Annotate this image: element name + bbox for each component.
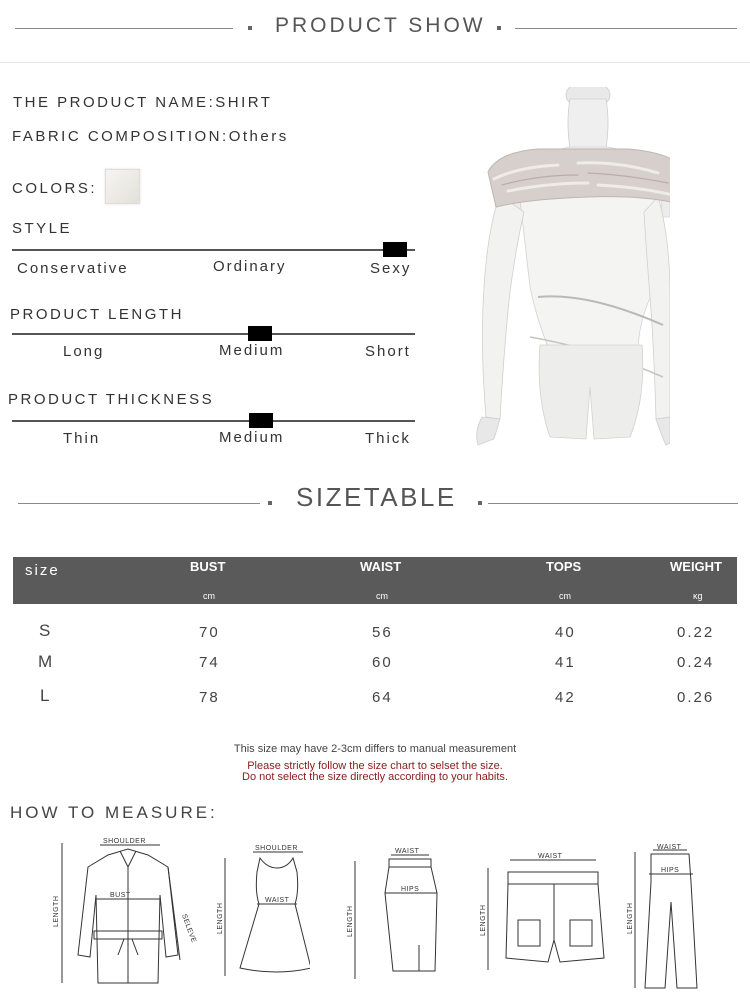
jacket-sleeve-label: SELEVE (180, 913, 198, 945)
style-scale (12, 249, 415, 251)
style-option-conservative: Conservative (17, 260, 129, 277)
cell-bust: 70 (199, 624, 220, 641)
dress-diagram (215, 842, 310, 982)
cell-weight: 0.26 (677, 689, 715, 706)
dress-waist-label: WAIST (265, 897, 290, 904)
how-to-measure-title: HOW TO MEASURE: (10, 803, 218, 822)
thickness-marker (249, 413, 273, 428)
header-shadow (0, 62, 750, 63)
cell-waist: 64 (372, 689, 393, 706)
cell-waist: 60 (372, 654, 393, 671)
shorts-diagram (478, 850, 608, 975)
pants-waist-label: WAIST (657, 844, 682, 851)
thickness-option-medium: Medium (219, 429, 285, 446)
col-waist: WAIST (360, 559, 402, 574)
dress-shoulder-label: SHOULDER (255, 845, 298, 852)
sizetable-rule-left (18, 503, 260, 504)
skirt-length-label: LENGTH (347, 905, 354, 937)
header-dot-right (497, 26, 501, 30)
shorts-waist-label: WAIST (538, 853, 563, 860)
skirt-diagram (345, 845, 445, 985)
note-habits: Do not select the size directly according to your habits. (242, 771, 508, 783)
skirt-waist-label: WAIST (395, 848, 420, 855)
cell-bust: 78 (199, 689, 220, 706)
header-dot-left (248, 26, 252, 30)
length-option-short: Short (365, 343, 411, 360)
cell-tops: 41 (555, 654, 576, 671)
note-follow-chart: Please strictly follow the size chart to selset the size. (247, 760, 503, 772)
length-marker (248, 326, 272, 341)
unit-weight: ĸg (693, 591, 703, 601)
cell-size: S (39, 621, 53, 640)
col-size: size (25, 562, 60, 579)
jacket-shoulder-label: SHOULDER (103, 838, 146, 845)
unit-waist: cm (376, 591, 388, 601)
header-rule-left (15, 28, 233, 29)
cell-size: L (40, 686, 52, 705)
product-name: THE PRODUCT NAME:SHIRT (13, 94, 273, 111)
style-option-ordinary: Ordinary (213, 258, 287, 275)
sizetable-dot-right (478, 501, 482, 505)
style-options (0, 258, 416, 282)
product-photo (458, 87, 670, 467)
fabric-label: FABRIC COMPOSITION: (12, 128, 229, 145)
note-measurement: This size may have 2-3cm differs to manual measurement (233, 743, 517, 755)
color-swatch[interactable] (105, 169, 140, 204)
length-options (0, 342, 416, 366)
thickness-scale (12, 420, 415, 422)
cell-size: M (38, 652, 55, 671)
length-scale (12, 333, 415, 335)
sizetable-title: SIZETABLE (296, 482, 457, 512)
length-option-long: Long (63, 343, 105, 360)
jacket-diagram (48, 835, 198, 990)
size-table-header (13, 557, 737, 604)
cell-tops: 40 (555, 624, 576, 641)
colors-label: COLORS: (12, 180, 98, 197)
sizetable-rule-right (488, 503, 738, 504)
dress-length-label: LENGTH (217, 902, 224, 934)
style-option-sexy: Sexy (370, 260, 412, 277)
cell-weight: 0.22 (677, 624, 715, 641)
col-tops: TOPS (546, 559, 582, 574)
cell-tops: 42 (555, 689, 576, 706)
style-marker (383, 242, 407, 257)
pants-length-label: LENGTH (627, 902, 634, 934)
jacket-length-label: LENGTH (53, 895, 60, 927)
sizetable-dot-left (268, 501, 272, 505)
pants-hips-label: HIPS (661, 867, 680, 874)
header-rule-right (515, 28, 737, 29)
shorts-length-label: LENGTH (480, 904, 487, 936)
page-title: PRODUCT SHOW (275, 14, 486, 37)
unit-tops: cm (559, 591, 571, 601)
cell-weight: 0.24 (677, 654, 715, 671)
col-bust: BUST (190, 559, 226, 574)
cell-bust: 74 (199, 654, 220, 671)
cell-waist: 56 (372, 624, 393, 641)
skirt-hips-label: HIPS (401, 886, 420, 893)
col-weight: WEIGHT (670, 559, 722, 574)
thickness-title: PRODUCT THICKNESS (8, 391, 215, 408)
jacket-bust-label: BUST (110, 892, 131, 899)
thickness-option-thin: Thin (63, 430, 101, 447)
unit-bust: cm (203, 591, 215, 601)
thickness-option-thick: Thick (365, 430, 411, 447)
pants-diagram (625, 842, 705, 992)
fabric-composition (12, 128, 289, 145)
thickness-options (0, 428, 416, 452)
style-title: STYLE (12, 220, 73, 237)
length-title: PRODUCT LENGTH (10, 306, 184, 323)
length-option-medium: Medium (219, 342, 285, 359)
fabric-value: Others (228, 128, 289, 145)
